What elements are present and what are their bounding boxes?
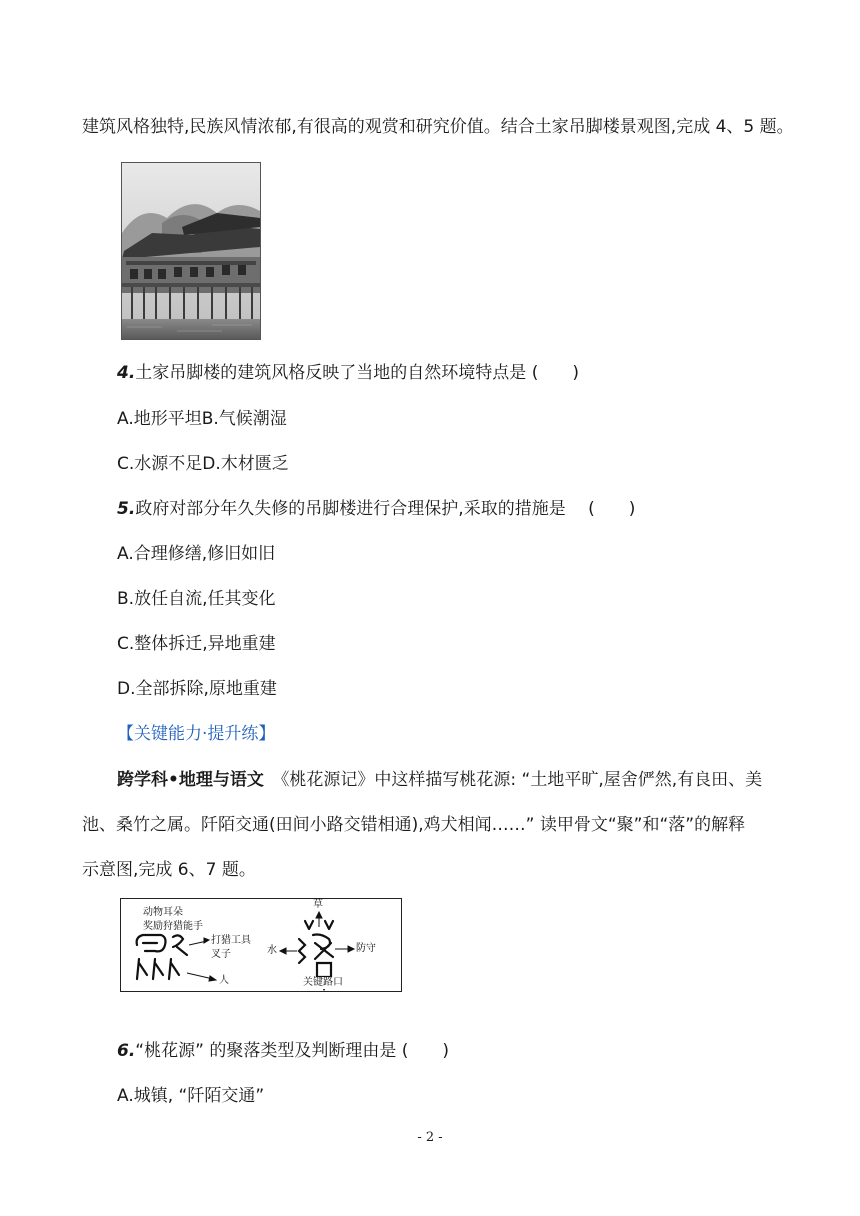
section-heading: 【关键能力·提升练】 xyxy=(117,724,276,744)
q4-option-line: C.水源不足D.木材匮乏 xyxy=(117,454,289,474)
passage-text: 《桃花源记》中这样描写桃花源: “土地平旷,屋舍俨然,有良田、美 xyxy=(263,770,763,790)
question-4 xyxy=(117,362,579,384)
oracle-bone-diagram xyxy=(120,898,402,992)
label-hunting-reward: 奖励狩猎能手 xyxy=(143,921,203,932)
label-grass: 草 xyxy=(313,899,323,910)
question-number: 6. xyxy=(117,1041,136,1061)
label-fork: 叉子 xyxy=(211,949,231,960)
question-stem: 土家吊脚楼的建筑风格反映了当地的自然环境特点是 ( ) xyxy=(135,363,579,383)
page-number: - 2 - xyxy=(417,1130,443,1145)
passage-line-1 xyxy=(117,769,762,791)
passage-line-2: 池、桑竹之属。阡陌交通(田间小路交错相通),鸡犬相闻……” 读甲骨文“聚”和“落”的解释 xyxy=(82,815,746,835)
label-person: 人 xyxy=(219,975,229,986)
passage-lead: 跨学科•地理与语文 xyxy=(117,770,264,790)
label-animal-ears: 动物耳朵 xyxy=(143,907,183,918)
question-5 xyxy=(117,498,635,520)
question-stem: “桃花源” 的聚落类型及判断理由是 ( ) xyxy=(135,1041,449,1061)
question-number: 4. xyxy=(117,363,136,383)
intro-line: 建筑风格独特,民族风情浓郁,有很高的观赏和研究价值。结合土家吊脚楼景观图,完成 4、5 题。 xyxy=(82,117,794,137)
question-number: 5. xyxy=(117,499,136,519)
q4-option-line: A.地形平坦B.气候潮湿 xyxy=(117,409,287,429)
q5-option-c: C.整体拆迁,异地重建 xyxy=(117,634,276,654)
question-stem: 政府对部分年久失修的吊脚楼进行合理保护,采取的措施是 ( ) xyxy=(135,499,636,519)
label-water: 水 xyxy=(267,945,277,956)
question-6 xyxy=(117,1040,449,1062)
label-hunting-tool: 打猎工具 xyxy=(211,935,251,946)
stilt-house-photo xyxy=(121,162,261,340)
label-key-crossing: 关键路口 xyxy=(303,977,343,988)
q6-option-a: A.城镇, “阡陌交通” xyxy=(117,1086,265,1106)
q5-option-a: A.合理修缮,修旧如旧 xyxy=(117,544,276,564)
q5-option-d: D.全部拆除,原地重建 xyxy=(117,679,277,699)
label-defense: 防守 xyxy=(356,943,376,954)
q5-option-b: B.放任自流,任其变化 xyxy=(117,589,276,609)
passage-line-3: 示意图,完成 6、7 题。 xyxy=(82,860,256,880)
